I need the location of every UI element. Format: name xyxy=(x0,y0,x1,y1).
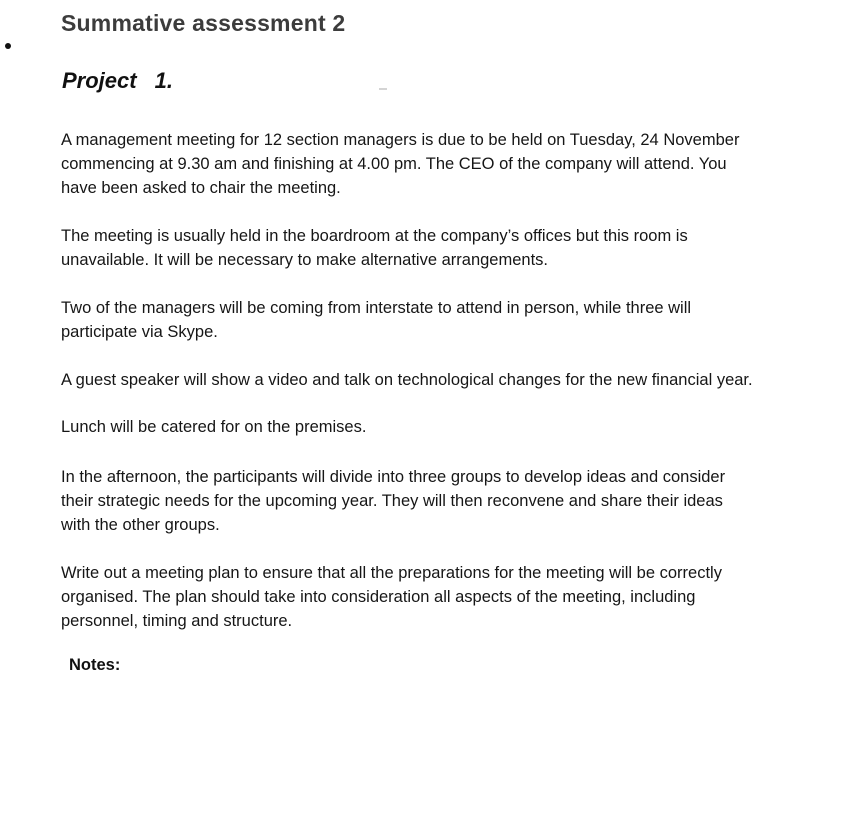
paragraph-line: Lunch will be catered for on the premises. xyxy=(61,418,367,436)
paragraph-attendees xyxy=(61,296,831,344)
project-number: 1. xyxy=(154,68,173,93)
paragraph-afternoon xyxy=(61,465,831,537)
paragraph-venue xyxy=(61,224,831,272)
paragraph-guest-speaker xyxy=(61,368,831,392)
paragraph-line: unavailable. It will be necessary to make alternative arrangements. xyxy=(61,251,548,269)
paragraph-line: In the afternoon, the participants will divide into three groups to develop ideas and consider xyxy=(61,468,726,486)
notes-label: Notes: xyxy=(69,656,121,674)
page-title: Summative assessment 2 xyxy=(61,10,346,36)
paragraph-line: participate via Skype. xyxy=(61,323,218,341)
scan-artifact xyxy=(379,88,387,90)
paragraph-line: their strategic needs for the upcoming year. They will then reconvene and share their ideas xyxy=(61,492,723,510)
paragraph-line: with the other groups. xyxy=(61,516,220,534)
paragraph-line: A guest speaker will show a video and talk on technological changes for the new financial year. xyxy=(61,371,753,389)
project-heading xyxy=(62,68,173,94)
paragraph-line: A management meeting for 12 section managers is due to be held on Tuesday, 24 November xyxy=(61,131,740,149)
paragraph-line: Two of the managers will be coming from interstate to attend in person, while three will xyxy=(61,299,692,317)
paragraph-task xyxy=(61,561,831,633)
paragraph-line: personnel, timing and structure. xyxy=(61,612,293,630)
paragraph-line: commencing at 9.30 am and finishing at 4.00 pm. The CEO of the company will attend. You xyxy=(61,155,727,173)
paragraph-line: organised. The plan should take into consideration all aspects of the meeting, including xyxy=(61,588,696,606)
paragraph-meeting-details xyxy=(61,128,831,200)
paragraph-line: have been asked to chair the meeting. xyxy=(61,179,341,197)
paragraph-line: Write out a meeting plan to ensure that all the preparations for the meeting will be correctly xyxy=(61,564,722,582)
bullet-mark xyxy=(5,43,11,49)
project-label: Project xyxy=(62,68,137,93)
paragraph-lunch xyxy=(61,415,831,439)
paragraph-line: The meeting is usually held in the boardroom at the company’s offices but this room is xyxy=(61,227,688,245)
